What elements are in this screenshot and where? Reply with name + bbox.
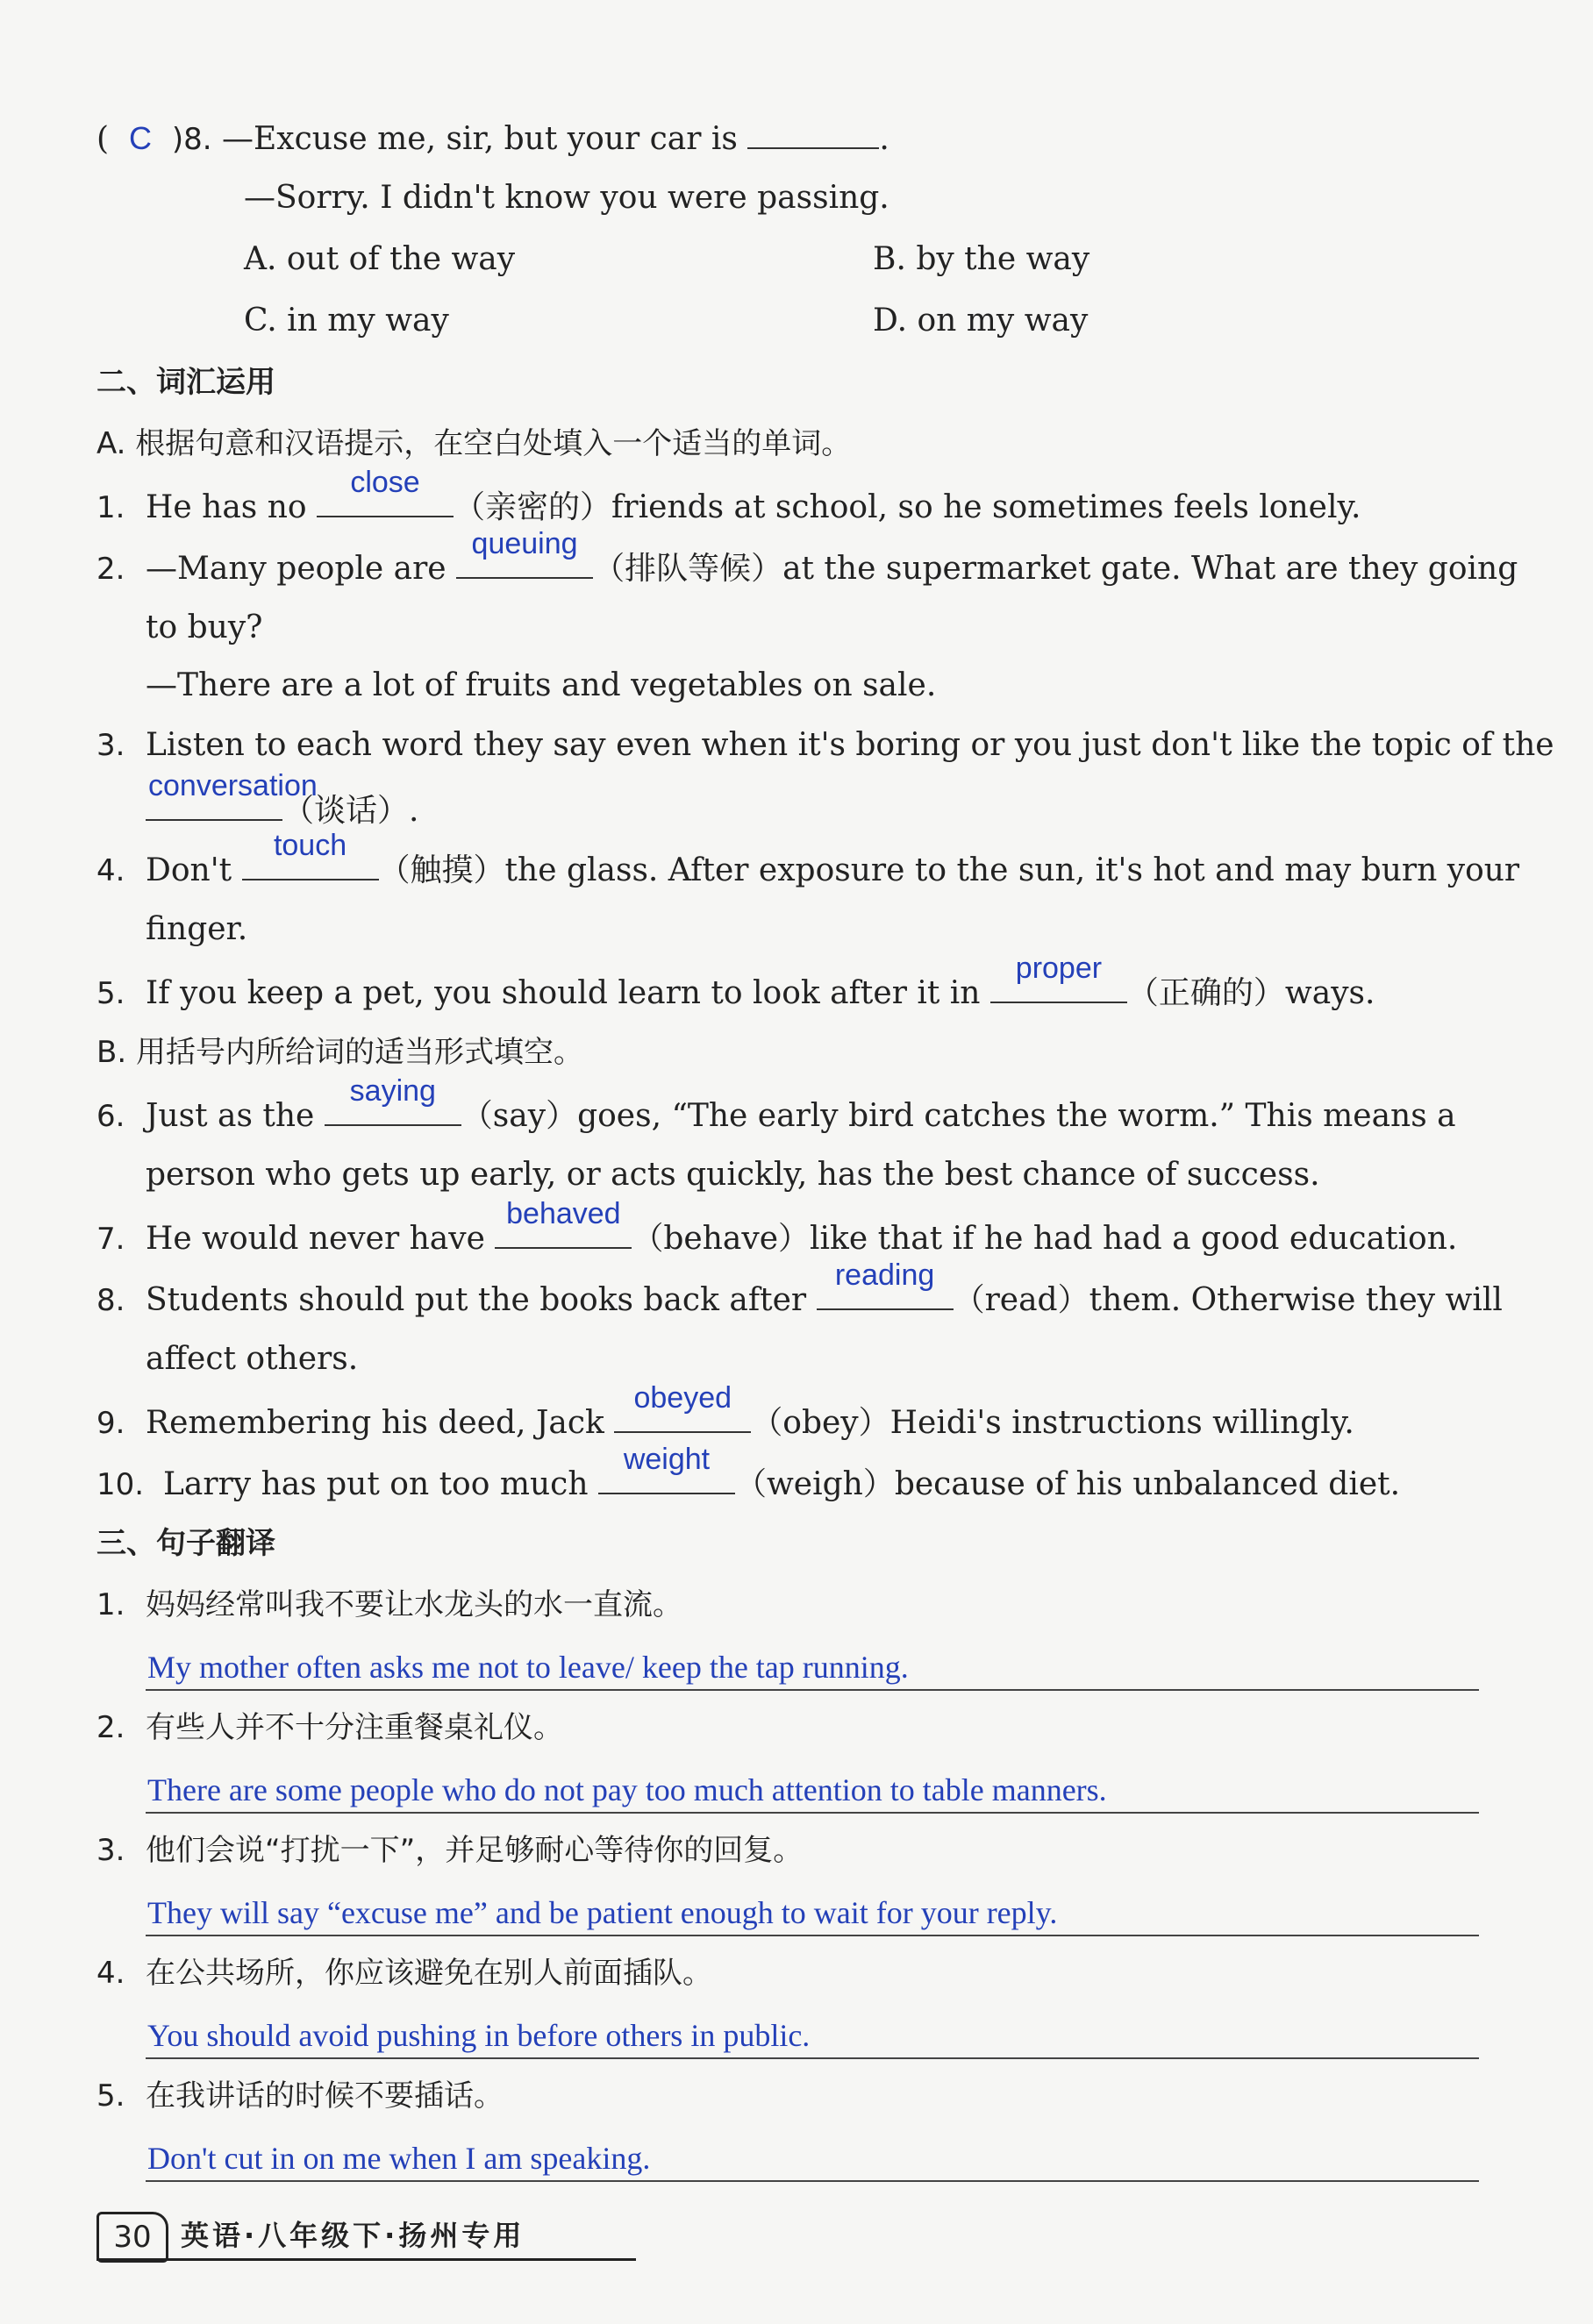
vocab-item-2-cont2: —There are a lot of fruits and vegetables on sale. bbox=[146, 667, 937, 703]
vocab-answer-2: queuing bbox=[456, 545, 593, 579]
vocab-item-4: 4. Don't touch （触摸）the glass. After exposure to the sun, it's hot and may burn your bbox=[96, 829, 1520, 888]
section2-part-b: B. 用括号内所给词的适当形式填空。 bbox=[96, 1035, 583, 1070]
translation-item-2: 2. 有些人并不十分注重餐桌礼仪。 bbox=[96, 1710, 563, 1745]
vocab-item-5: 5. If you keep a pet, you should learn to look after it in proper （正确的）ways. bbox=[96, 952, 1375, 1011]
q8-line2: —Sorry. I didn't know you were passing. bbox=[244, 180, 889, 216]
q8-line1: —Excuse me, sir, but your car is bbox=[222, 121, 738, 157]
vocab-item-6-cont: person who gets up early, or acts quickly, has the best chance of success. bbox=[146, 1157, 1320, 1193]
q8-blank bbox=[747, 116, 879, 149]
translation-answer-5: Don't cut in on me when I am speaking. bbox=[146, 2136, 1479, 2182]
q8-option-c: C. in my way bbox=[244, 303, 449, 339]
vocab-item-2: 2. —Many people are queuing （排队等候）at the supermarket gate. What are they going bbox=[96, 527, 1518, 587]
translation-item-5: 5. 在我讲话的时候不要插话。 bbox=[96, 2078, 504, 2114]
vocab-answer-1: close bbox=[317, 484, 454, 517]
vocab-item-8: 8. Students should put the books back after reading （read）them. Otherwise they will bbox=[96, 1258, 1503, 1318]
q8-option-a: A. out of the way bbox=[244, 241, 516, 277]
translation-answer-1: My mother often asks me not to leave/ keep the tap running. bbox=[146, 1645, 1479, 1691]
question-8: ( C )8. —Excuse me, sir, but your car is . bbox=[96, 116, 889, 160]
footer-divider bbox=[96, 2258, 636, 2261]
vocab-answer-8: reading bbox=[817, 1277, 954, 1310]
vocab-item-9: 9. Remembering his deed, Jack obeyed （obey）Heidi's instructions willingly. bbox=[96, 1381, 1354, 1441]
section3-title: 三、句子翻译 bbox=[96, 1526, 275, 1561]
vocab-answer-5: proper bbox=[990, 970, 1127, 1003]
vocab-item-3: 3. Listen to each word they say even when it's boring or you just don't like the topic of the bbox=[96, 727, 1554, 763]
vocab-answer-3: conversation bbox=[146, 788, 282, 821]
vocab-item-4-cont: finger. bbox=[146, 911, 248, 947]
q8-option-d: D. on my way bbox=[873, 303, 1089, 339]
page-number: 30 bbox=[96, 2212, 168, 2263]
vocab-item-1: 1. He has no close （亲密的）friends at school, so he sometimes feels lonely. bbox=[96, 466, 1361, 525]
vocab-item-10: 10. Larry has put on too much weight （weigh）because of his unbalanced diet. bbox=[96, 1443, 1401, 1502]
vocab-answer-4: touch bbox=[242, 847, 379, 880]
footer-title: 英语·八年级下·扬州专用 bbox=[181, 2219, 525, 2252]
vocab-answer-10: weight bbox=[598, 1461, 735, 1494]
vocab-item-3-cont: conversation （谈话）. bbox=[146, 788, 418, 832]
vocab-answer-7: behaved bbox=[495, 1215, 632, 1249]
section2-part-a: A. 根据句意和汉语提示，在空白处填入一个适当的单词。 bbox=[96, 426, 852, 461]
translation-item-4: 4. 在公共场所，你应该避免在别人前面插队。 bbox=[96, 1956, 712, 1991]
vocab-item-6: 6. Just as the saying （say）goes, “The early bird catches the worm.” This means a bbox=[96, 1074, 1456, 1134]
q8-answer: C bbox=[128, 120, 152, 156]
translation-item-3: 3. 他们会说“打扰一下”，并足够耐心等待你的回复。 bbox=[96, 1833, 804, 1868]
translation-answer-3: They will say “excuse me” and be patient enough to wait for your reply. bbox=[146, 1891, 1479, 1936]
q8-option-b: B. by the way bbox=[873, 241, 1090, 277]
vocab-answer-6: saying bbox=[325, 1093, 461, 1126]
vocab-item-7: 7. He would never have behaved （behave）like that if he had had a good education. bbox=[96, 1197, 1458, 1257]
translation-answer-4: You should avoid pushing in before others in public. bbox=[146, 2014, 1479, 2059]
translation-answer-2: There are some people who do not pay too much attention to table manners. bbox=[146, 1768, 1479, 1814]
translation-item-1: 1. 妈妈经常叫我不要让水龙头的水一直流。 bbox=[96, 1587, 682, 1622]
vocab-item-2-cont: to buy? bbox=[146, 610, 263, 645]
vocab-item-8-cont: affect others. bbox=[146, 1341, 359, 1377]
section2-title: 二、词汇运用 bbox=[96, 365, 275, 400]
vocab-answer-9: obeyed bbox=[614, 1400, 751, 1433]
